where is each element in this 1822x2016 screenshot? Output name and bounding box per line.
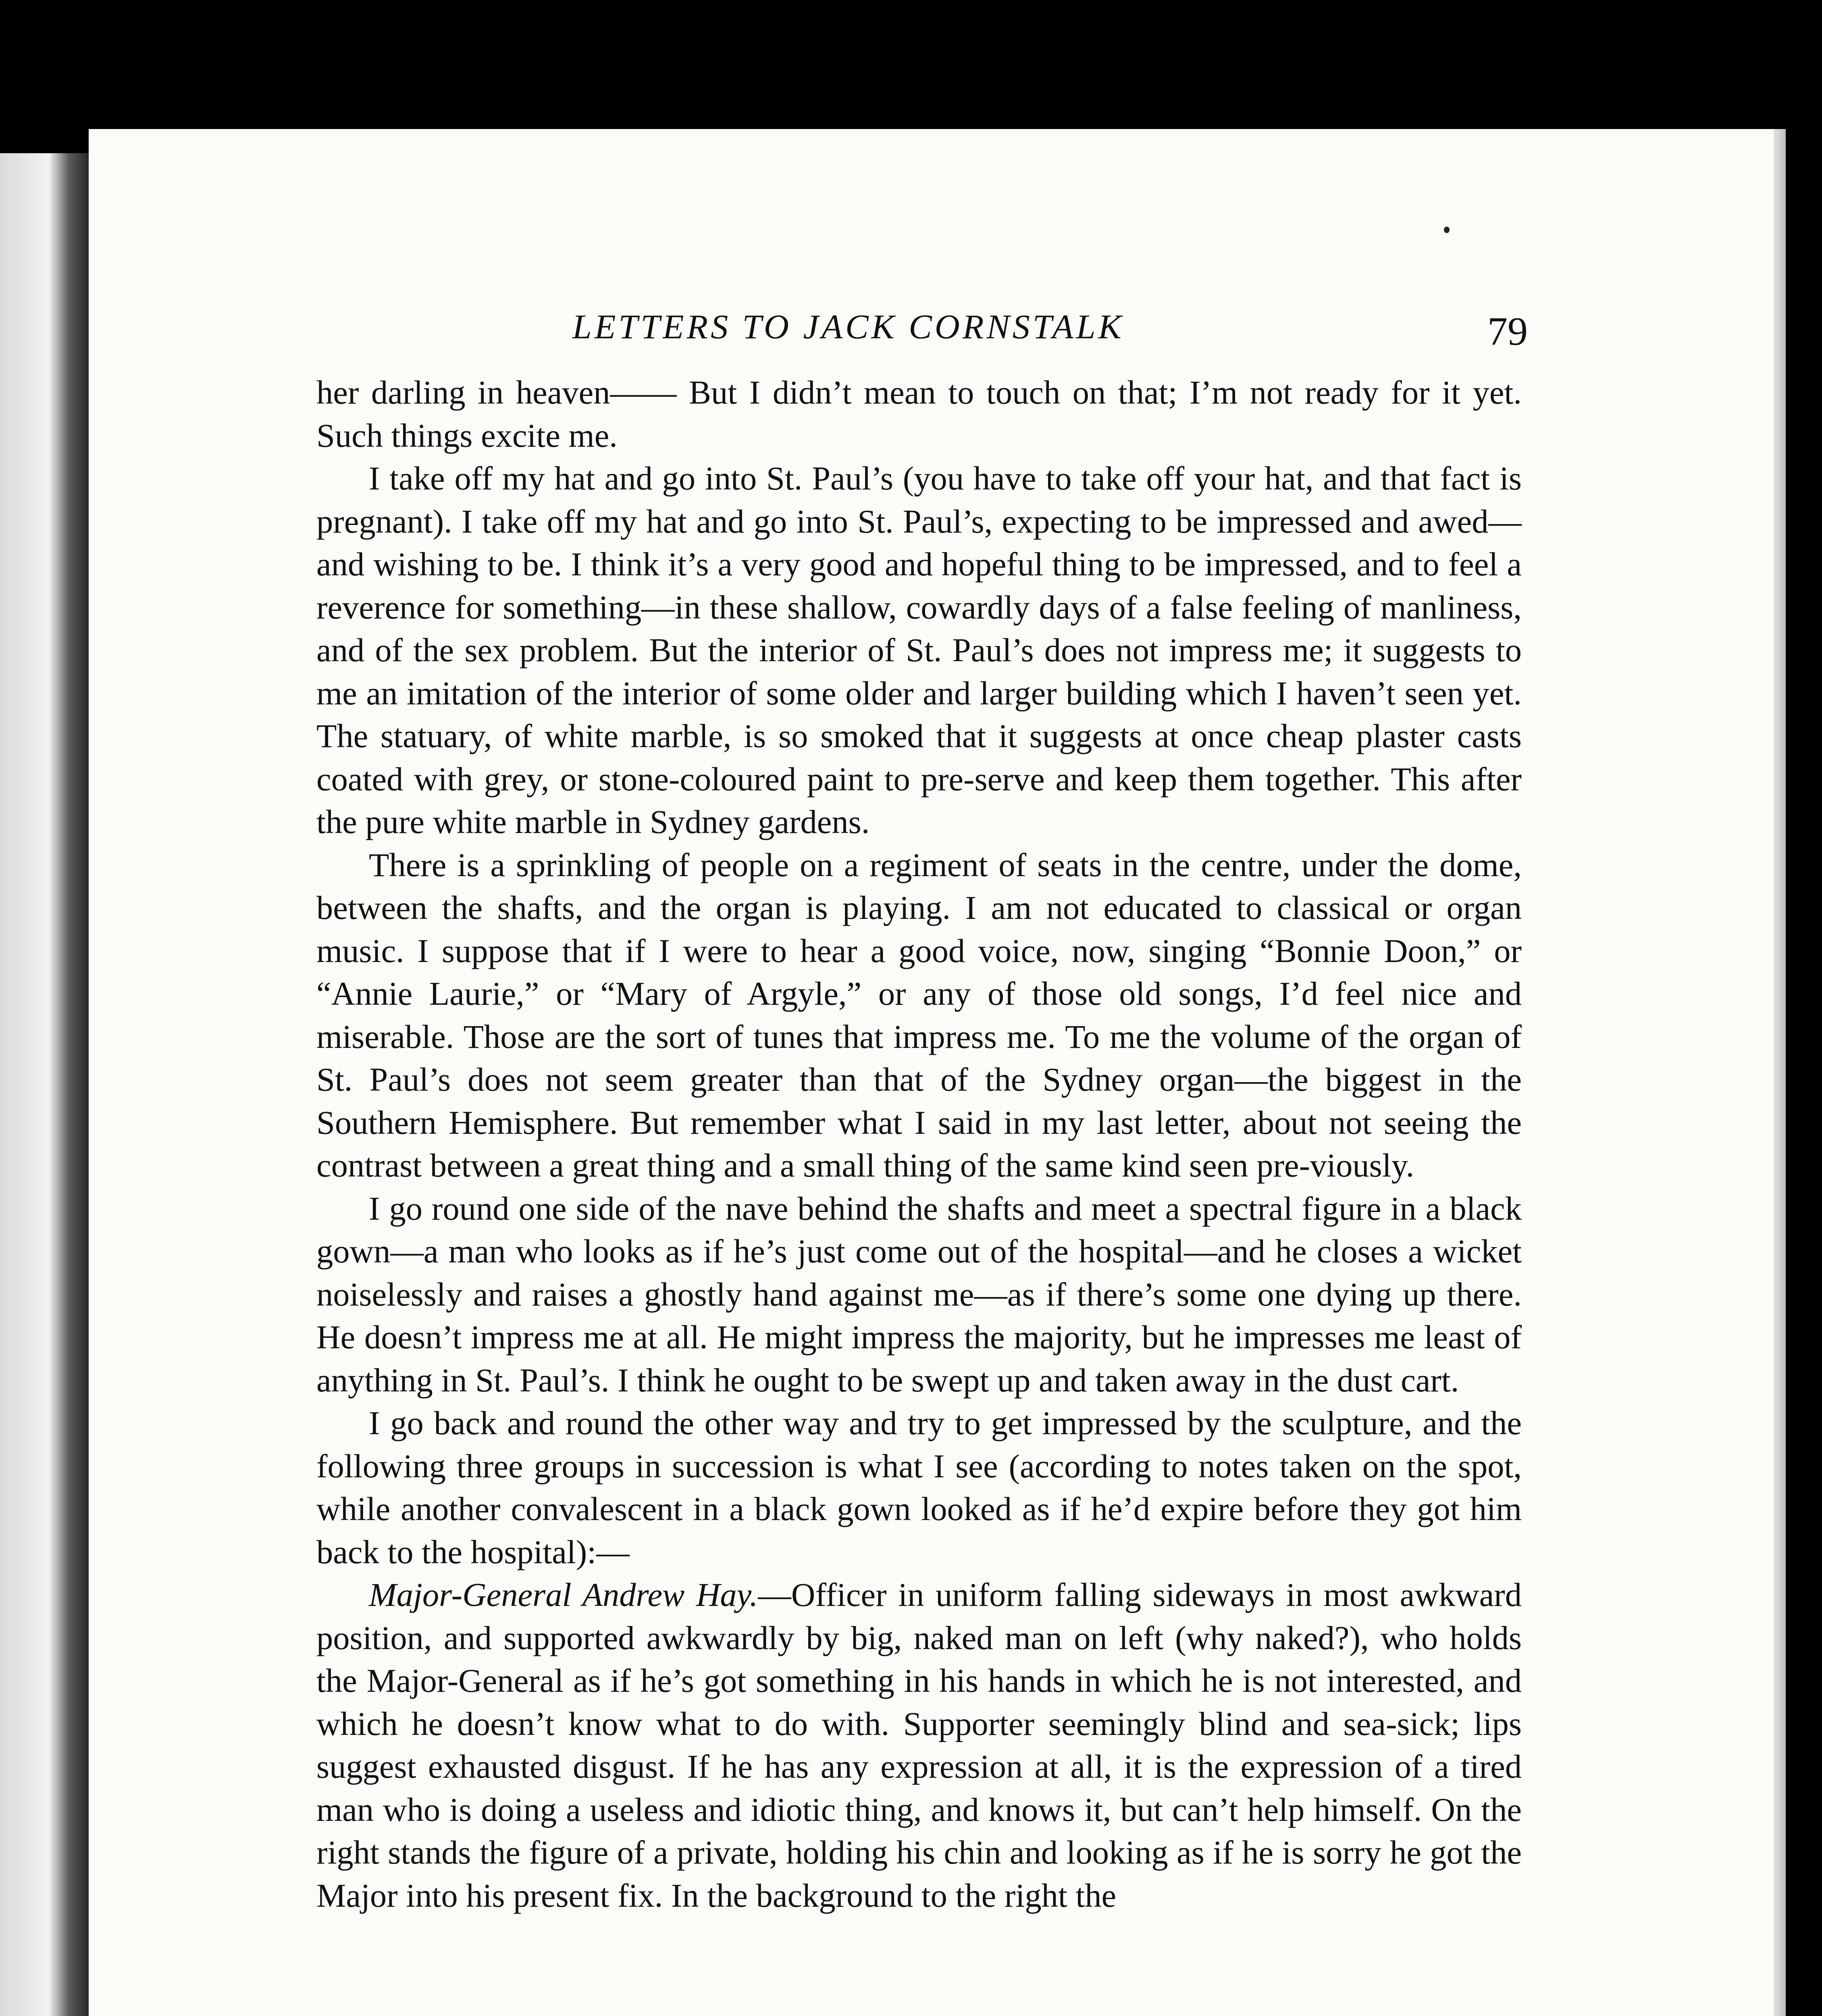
paragraph-text: There is a sprinkling of people on a regiment of seats in the centre, under the dome, between the shafts, and the organ is playing. I am not educated to classical or organ music. I suppose that if I were to hear a good voice, now, singing “Bonnie Doon,” or “Annie Laurie,” or “Mary of Argyle,” or any of those old songs, I’d feel nice and miserable. Those are the sort of tunes that impress me. To me the volume of the organ of St. Paul’s does not seem greater than that of the Sydney organ—the biggest in the Southern Hemisphere. But remember what I said in my last letter, about not seeing the contrast between a great thing and a small thing of the same kind seen pre-viously. bbox=[316, 846, 1522, 1184]
paragraph bbox=[316, 371, 1522, 457]
sculpture-title: Major-General Andrew Hay. bbox=[369, 1576, 758, 1613]
paragraph bbox=[316, 1187, 1522, 1402]
paragraph-text: I go back and round the other way and try to get impressed by the sculpture, and the following three groups in succession is what I see (according to notes taken on the spot, while another convalescent in a black gown looked as if he’d expire before they got him back to the hospital):— bbox=[316, 1404, 1522, 1570]
paragraph bbox=[316, 1573, 1522, 1917]
paragraph-text: her darling in heaven—— But I didn’t mean to touch on that; I’m not ready for it yet. Such things excite me. bbox=[316, 374, 1522, 454]
paragraph bbox=[316, 1402, 1522, 1573]
paragraph-text: —Officer in uniform falling sideways in most awkward position, and supported awkwardly by big, naked man on left (why naked?), who holds the Major-General as if he’s got something in his hands in which he is not interested, and which he doesn’t know what to do with. Supporter seemingly blind and sea-sick; lips suggest exhausted disgust. If he has any expression at all, it is the expression of a tired man who is doing a useless and idiotic thing, and knows it, but can’t help himself. On the right stands the figure of a private, holding his chin and looking as if he is sorry he got the Major into his present fix. In the background to the right the bbox=[316, 1576, 1522, 1914]
paragraph-text: I go round one side of the nave behind the shafts and meet a spectral figure in a black gown—a man who looks as if he’s just come out of the hospital—and he closes a wicket noiselessly and raises a ghostly hand against me—as if there’s some one dying up there. He doesn’t impress me at all. He might impress the majority, but he impresses me least of anything in St. Paul’s. I think he ought to be swept up and taken away in the dust cart. bbox=[316, 1189, 1522, 1399]
facing-page-edge bbox=[0, 153, 89, 2016]
page-edge-shadow bbox=[1774, 129, 1786, 2016]
running-head bbox=[234, 306, 1528, 355]
paragraph bbox=[316, 457, 1522, 843]
paragraph-text: I take off my hat and go into St. Paul’s (you have to take off your hat, and that fact is pregnant). I take off my hat and go into St. Paul’s, expecting to be impressed and awed—and wishing to be. I think it’s a very good and hopeful thing to be impressed, and to feel a reverence for something—in these shallow, cowardly days of a false feeling of manliness, and of the sex problem. But the interior of St. Paul’s does not impress me; it suggests to me an imitation of the interior of some older and larger building which I haven’t seen yet. The statuary, of white marble, is so smoked that it suggests at once cheap plaster casts coated with grey, or stone-coloured paint to pre-serve and keep them together. This after the pure white marble in Sydney gardens. bbox=[316, 460, 1522, 840]
paragraph bbox=[316, 843, 1522, 1187]
body-text bbox=[316, 371, 1522, 1917]
running-title: LETTERS TO JACK CORNSTALK bbox=[572, 307, 1124, 346]
print-speck bbox=[1444, 227, 1450, 233]
page-number: 79 bbox=[1487, 309, 1528, 354]
